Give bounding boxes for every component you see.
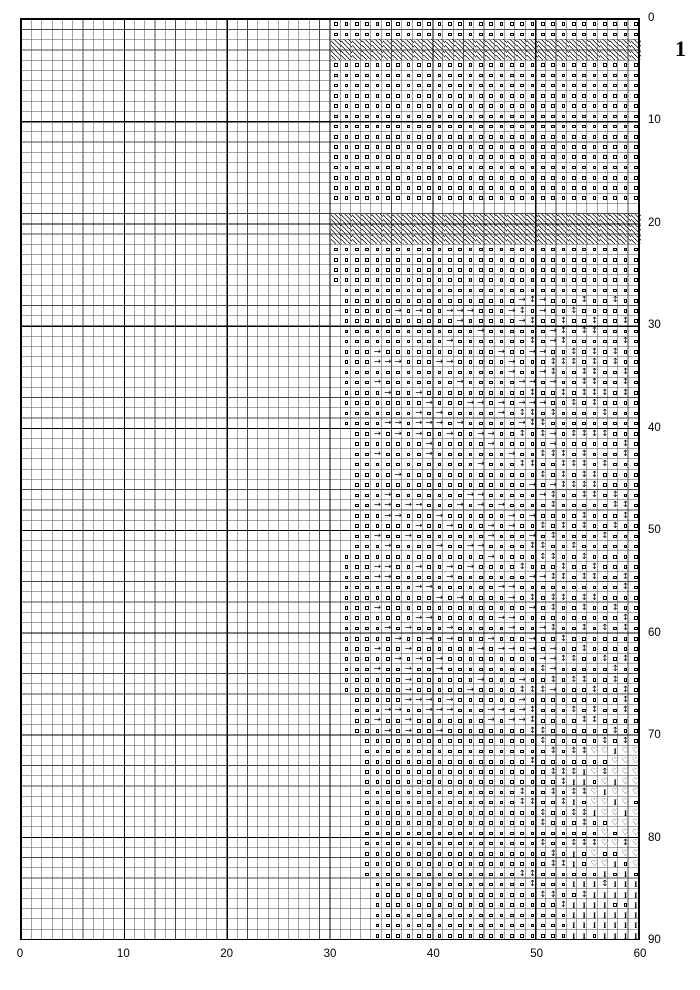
stitch-chart [20,18,640,940]
y-tick-label: 30 [648,319,661,332]
x-tick-label: 40 [426,948,440,960]
y-tick-label: 0 [648,12,655,24]
major-grid [21,19,639,939]
page-number: 1 [675,36,686,61]
y-tick-label: 90 [648,934,661,946]
x-tick-label: 30 [323,948,337,960]
y-tick-label: 60 [648,626,661,639]
x-tick-label: 20 [220,948,234,960]
y-tick-label: 20 [648,216,661,229]
x-tick-label: 0 [16,948,24,960]
y-tick-label: 70 [648,729,661,742]
x-tick-label: 10 [116,948,130,960]
y-tick-label: 10 [648,114,661,127]
x-tick-label: 60 [633,948,647,960]
y-tick-label: 80 [648,831,661,844]
x-tick-label: 50 [530,948,544,960]
y-tick-label: 50 [648,524,661,537]
y-tick-label: 40 [648,421,661,434]
